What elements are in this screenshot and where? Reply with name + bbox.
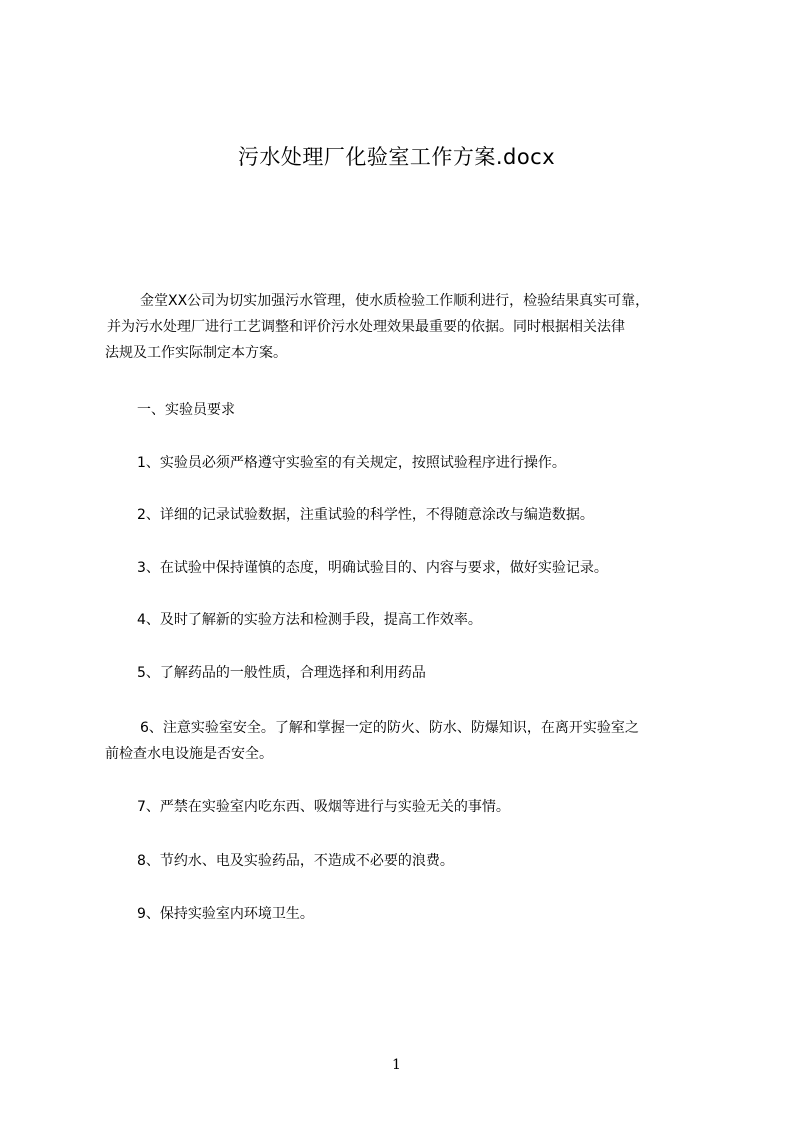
intro-paragraph [105, 288, 717, 366]
section-heading: 一、实验员要求 [137, 402, 235, 418]
list-item-8: 8、节约水、电及实验药品，不造成不必要的浪费。 [137, 853, 454, 869]
intro-line-1: 金堂XX公司为切实加强污水管理，使水质检验工作顺利进行，检验结果真实可靠， [140, 293, 650, 309]
document-title: 污水处理厂化验室工作方案.docx [237, 145, 556, 169]
list-item-6-line-2: 前检查水电设施是否安全。 [105, 746, 273, 762]
list-item-6-line-1: 6、注意实验室安全。了解和掌握一定的防火、防水、防爆知识，在离开实验室之 [140, 720, 639, 736]
list-item-4: 4、及时了解新的实验方法和检测手段，提高工作效率。 [137, 612, 482, 628]
list-item-2: 2、详细的记录试验数据，注重试验的科学性，不得随意涂改与编造数据。 [137, 507, 594, 523]
list-item-6 [105, 715, 639, 767]
list-item-9: 9、保持实验室内环境卫生。 [137, 906, 314, 922]
list-item-5: 5、了解药品的一般性质，合理选择和利用药品 [137, 665, 426, 681]
list-item-3: 3、在试验中保持谨慎的态度，明确试验目的、内容与要求，做好实验记录。 [137, 560, 608, 576]
intro-line-3: 法规及工作实际制定本方案。 [105, 345, 287, 361]
list-item-7: 7、严禁在实验室内吃东西、吸烟等进行与实验无关的事情。 [137, 799, 510, 815]
page-number: 1 [392, 1057, 401, 1073]
intro-line-2: 并为污水处理厂进行工艺调整和评价污水处理效果最重要的依据。同时根据相关法律 [107, 319, 625, 335]
list-item-1: 1、实验员必须严格遵守实验室的有关规定，按照试验程序进行操作。 [137, 455, 566, 471]
